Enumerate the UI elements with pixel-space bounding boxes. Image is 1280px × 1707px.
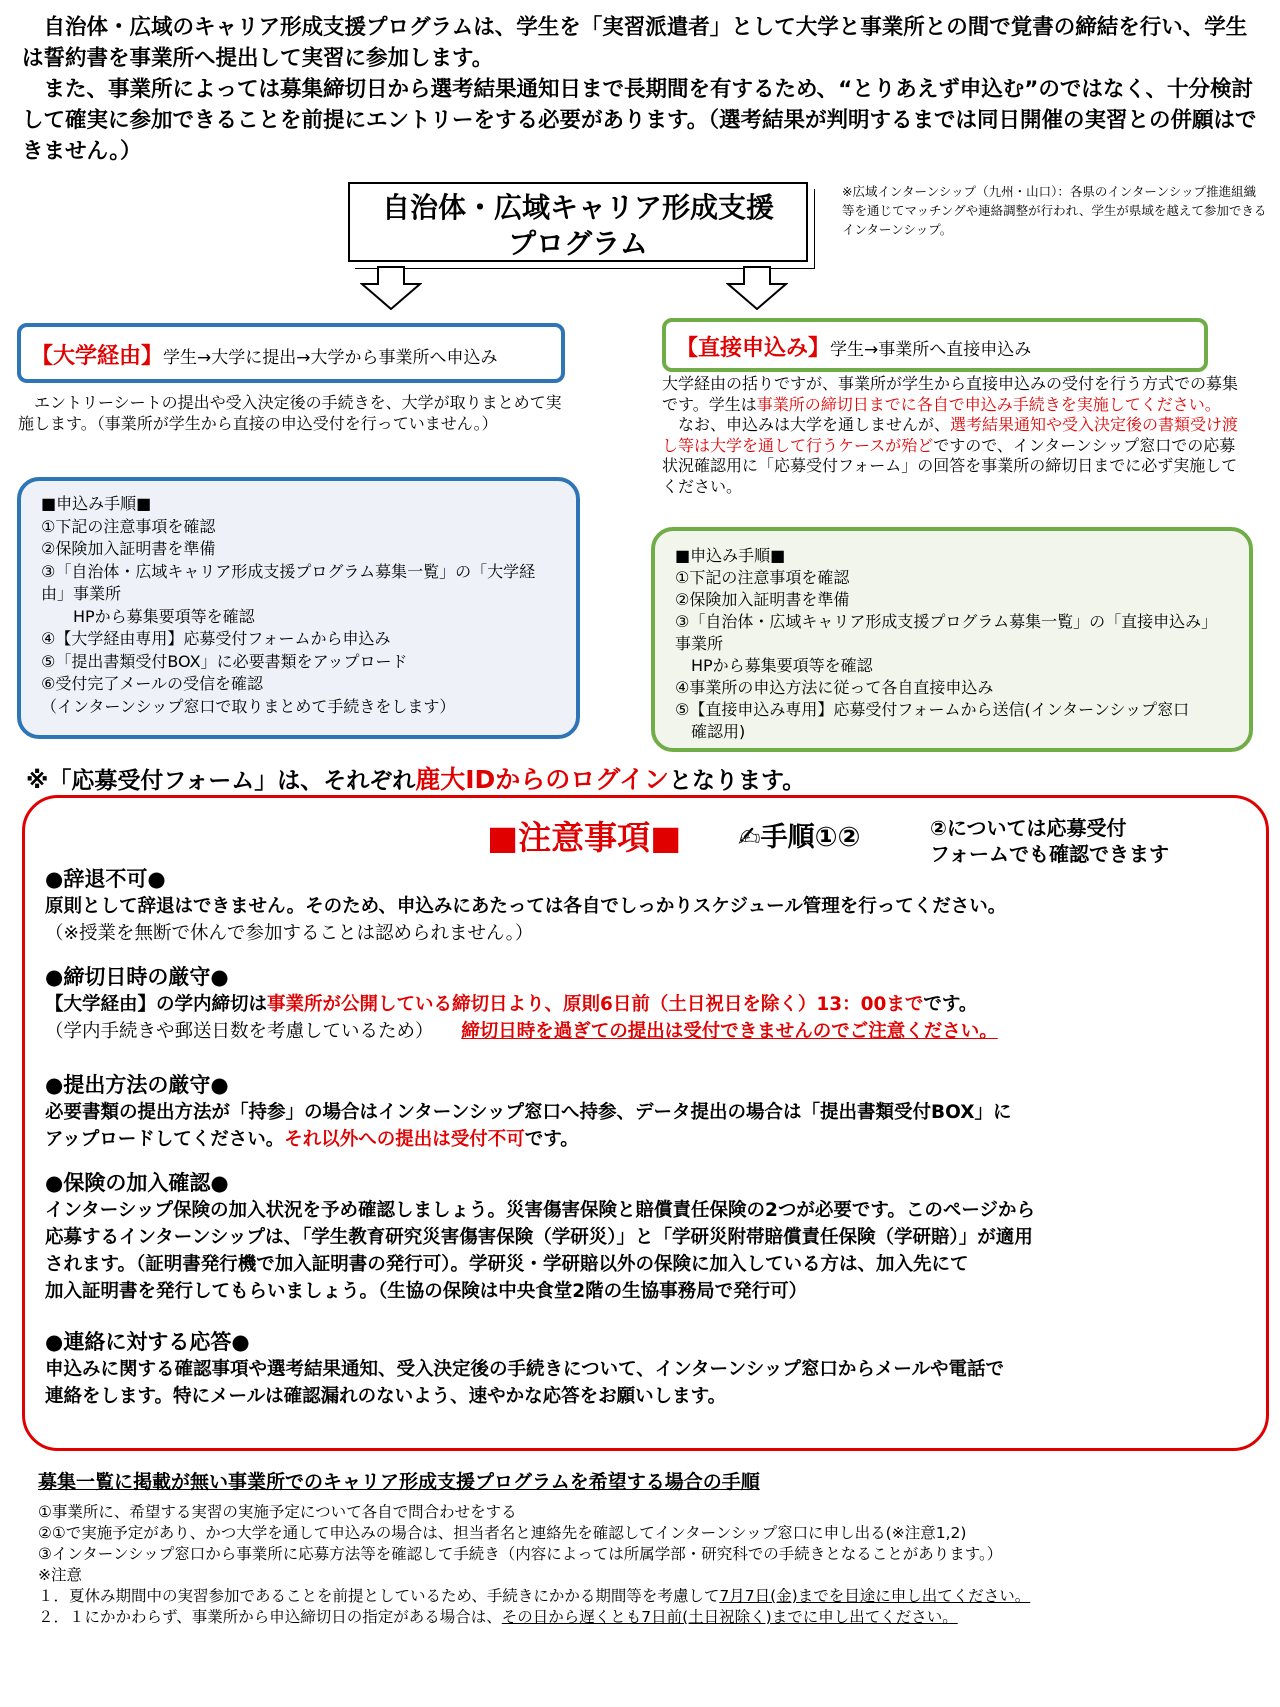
direct-step: ⑤【直接申込み専用】応募受付フォームから送信(インターンシップ窓口 (675, 700, 1190, 719)
section-body: です。 (923, 994, 978, 1015)
program-title-line-2: プログラム (508, 227, 648, 260)
program-title-box (348, 182, 808, 262)
down-arrow-icon (726, 266, 788, 310)
direct-desc-emphasis: 選考結果通知や受入決定後の書類受け渡し等は大学を通して行うケースが殆ど (662, 415, 1239, 455)
caution-form-note-line: フォームでも確認できます (930, 842, 1169, 866)
direct-route-description (662, 374, 1247, 497)
university-route-flow: 学生→大学に提出→大学から事業所へ申込み (163, 348, 498, 368)
caution-step-reference: ✍手順①② (738, 822, 861, 853)
procedure-note: ２．１にかかわらず、事業所から申込締切日の指定がある場合は、 (38, 1608, 502, 1626)
unlisted-procedure-heading: 募集一覧に掲載が無い事業所でのキャリア形成支援プログラムを希望する場合の手順 (38, 1471, 760, 1493)
direct-steps-box (651, 527, 1253, 752)
intro-text (22, 12, 1267, 167)
section-heading: ●提出方法の厳守● (45, 1073, 229, 1097)
section-heading: ●連絡に対する応答● (45, 1330, 250, 1354)
procedure-note-emphasis: 7月7日(金)までを目途に申し出てください。 (719, 1587, 1031, 1605)
university-route-description: エントリーシートの提出や受入決定後の手続きを、大学が取りまとめて実施します。（事業所が学生から直接の申込受付を行っていません。） (18, 393, 562, 433)
intro-paragraph-1: 自治体・広域のキャリア形成支援プログラムは、学生を「実習派遣者」として大学と事業所との間で覚書の締結を行い、学生は誓約書を事業所へ提出して実習に参加します。 (22, 15, 1248, 71)
direct-step: ④事業所の申込方法に従って各自直接申込み (675, 678, 994, 697)
direct-step: ①下記の注意事項を確認 (675, 568, 850, 587)
university-step: ③「自治体・広域キャリア形成支援プログラム募集一覧」の「大学経由」事業所 (41, 561, 536, 603)
procedure-note: １．夏休み期間中の実習参加であることを前提としているため、手続きにかかる期間等を考慮して (38, 1587, 720, 1605)
deadline-emphasis: 事業所が公開している締切日より、原則6日前（土日祝日を除く）13：00まで (267, 994, 924, 1015)
university-step: ②保険加入証明書を準備 (41, 539, 216, 558)
section-submission-method (45, 1072, 1012, 1153)
direct-route-header (662, 318, 1208, 372)
direct-desc-text: ですので、インターンシップ窓口での応募状況確認用に「応募受付フォーム」の回答を事業所の締切日までに必ず実施してください。 (662, 435, 1238, 496)
university-step: （インターンシップ窓口で取りまとめて手続きをします） (41, 696, 456, 716)
university-steps-title: ■申込み手順■ (41, 494, 152, 513)
university-step: ④【大学経由専用】応募受付フォームから申込み (41, 629, 391, 648)
procedure-note-label: ※注意 (38, 1566, 82, 1584)
section-body: されます。（証明書発行機で加入証明書の発行可）。学研災・学研賠以外の保険に加入している方は、加入先にて (45, 1254, 969, 1275)
section-body: 応募するインターンシップは、「学生教育研究災害傷害保険（学研災）」と「学研災附帯賠償責任保険（学研賠）」が適用 (45, 1227, 1033, 1248)
procedure-step: ①事業所に、希望する実習の実施予定について各自で問合わせをする (38, 1503, 517, 1521)
down-arrow-icon (360, 266, 422, 310)
university-step: ⑥受付完了メールの受信を確認 (41, 674, 264, 693)
university-step: ①下記の注意事項を確認 (41, 516, 216, 536)
section-body: 【大学経由】の学内締切は (45, 994, 268, 1015)
login-note-emphasis: 鹿大IDからのログイン (415, 765, 670, 794)
login-note-text: ※「応募受付フォーム」は、それぞれ (26, 768, 416, 794)
program-title-line-1: 自治体・広域キャリア形成支援 (381, 191, 774, 224)
section-body: 申込みに関する確認事項や選考結果通知、受入決定後の手続きについて、インターンシップ窓口からメールや電話で (45, 1359, 1004, 1380)
caution-title: ■注意事項■ (487, 818, 682, 857)
section-body: 原則として辞退はできません。そのため、申込みにあたっては各自でしっかりスケジュール管理を行ってください。 (45, 896, 1007, 917)
university-route-tag: 【大学経由】 (31, 344, 164, 369)
direct-desc-text: 大学経由の括りですが、事業所が学生から直接申込みの受付を行う方式での募集です。学生は (662, 374, 1239, 414)
section-body: です。 (524, 1129, 579, 1150)
direct-desc-text: なお、申込みは大学を通しませんが、 (662, 415, 951, 434)
login-note-text: となります。 (669, 768, 806, 794)
procedure-note-emphasis: その日から遅くとも7日前(土日祝除く)までに申し出てください。 (501, 1608, 958, 1626)
caution-form-note-line: ②については応募受付 (930, 816, 1127, 840)
wide-area-note: ※広域インターンシップ（九州・山口）：各県のインターンシップ推進組織等を通じてマッチングや連絡調整が行われ、学生が県域を越えて参加できるインターンシップ。 (842, 184, 1267, 237)
section-heading: ●辞退不可● (45, 867, 166, 891)
caution-form-note (930, 815, 1169, 867)
university-steps-box (17, 477, 580, 739)
direct-steps-title: ■申込み手順■ (675, 546, 786, 565)
procedure-step: ②①で実施予定があり、かつ大学を通して申込みの場合は、担当者名と連絡先を確認してインターンシップ窓口に申し出る(※注意1,2) (38, 1524, 967, 1542)
section-note: （学内手続きや郵送日数を考慮しているため） (45, 1021, 425, 1042)
direct-route-tag: 【直接申込み】 (676, 336, 831, 361)
direct-step: 確認用) (675, 722, 746, 741)
intro-paragraph-2: また、事業所によっては募集締切日から選考結果通知日まで長期間を有するため、“とりあえず申込む”のではなく、十分検討して確実に参加できることを前提にエントリーをする必要があります。（選考結果が判明するまでは同日開催の実習との併願はできません。） (22, 77, 1257, 164)
section-insurance (45, 1170, 1035, 1305)
section-deadline (45, 964, 998, 1045)
section-heading: ●締切日時の厳守● (45, 965, 229, 989)
direct-step: ②保険加入証明書を準備 (675, 590, 850, 609)
section-body: インターシップ保険の加入状況を予め確認しましょう。災害傷害保険と賠償責任保険の2つが必要です。このページから (45, 1200, 1036, 1221)
procedure-step: ③インターンシップ窓口から事業所に応募方法等を確認して手続き（内容によっては所属学部・研究科での手続きとなることがあります。） (38, 1545, 1003, 1563)
unlisted-procedure-steps (38, 1502, 1263, 1628)
direct-step: HPから募集要項等を確認 (675, 656, 873, 675)
section-no-withdrawal (45, 866, 1006, 947)
university-route-header (17, 323, 565, 383)
section-note: （※授業を無断で休んで参加することは認められません。） (45, 923, 534, 944)
direct-desc-emphasis: 事業所の締切日までに各自で申込み手続きを実施してください。 (756, 394, 1221, 414)
section-heading: ●保険の加入確認● (45, 1171, 229, 1195)
direct-route-flow: 学生→事業所へ直接申込み (830, 340, 1032, 360)
section-body: 連絡をします。特にメールは確認漏れのないよう、速やかな応答をお願いします。 (45, 1386, 727, 1407)
section-body: 必要書類の提出方法が「持参」の場合はインターンシップ窓口へ持参、データ提出の場合は「提出書類受付BOX」に (45, 1102, 1012, 1123)
university-step: HPから募集要項等を確認 (41, 606, 255, 626)
submission-emphasis: それ以外への提出は受付不可 (284, 1129, 525, 1150)
university-step: ⑤「提出書類受付BOX」に必要書類をアップロード (41, 651, 408, 671)
direct-step: ③「自治体・広域キャリア形成支援プログラム募集一覧」の「直接申込み」事業所 (675, 612, 1218, 653)
section-body: アップロードしてください。 (45, 1129, 285, 1150)
section-response (45, 1329, 1004, 1410)
deadline-warning: 締切日時を過ぎての提出は受付できませんのでご注意ください。 (461, 1021, 998, 1042)
section-body: 加入証明書を発行してもらいましょう。（生協の保険は中央食堂2階の生協事務局で発行可） (45, 1281, 808, 1302)
login-note (26, 760, 805, 796)
